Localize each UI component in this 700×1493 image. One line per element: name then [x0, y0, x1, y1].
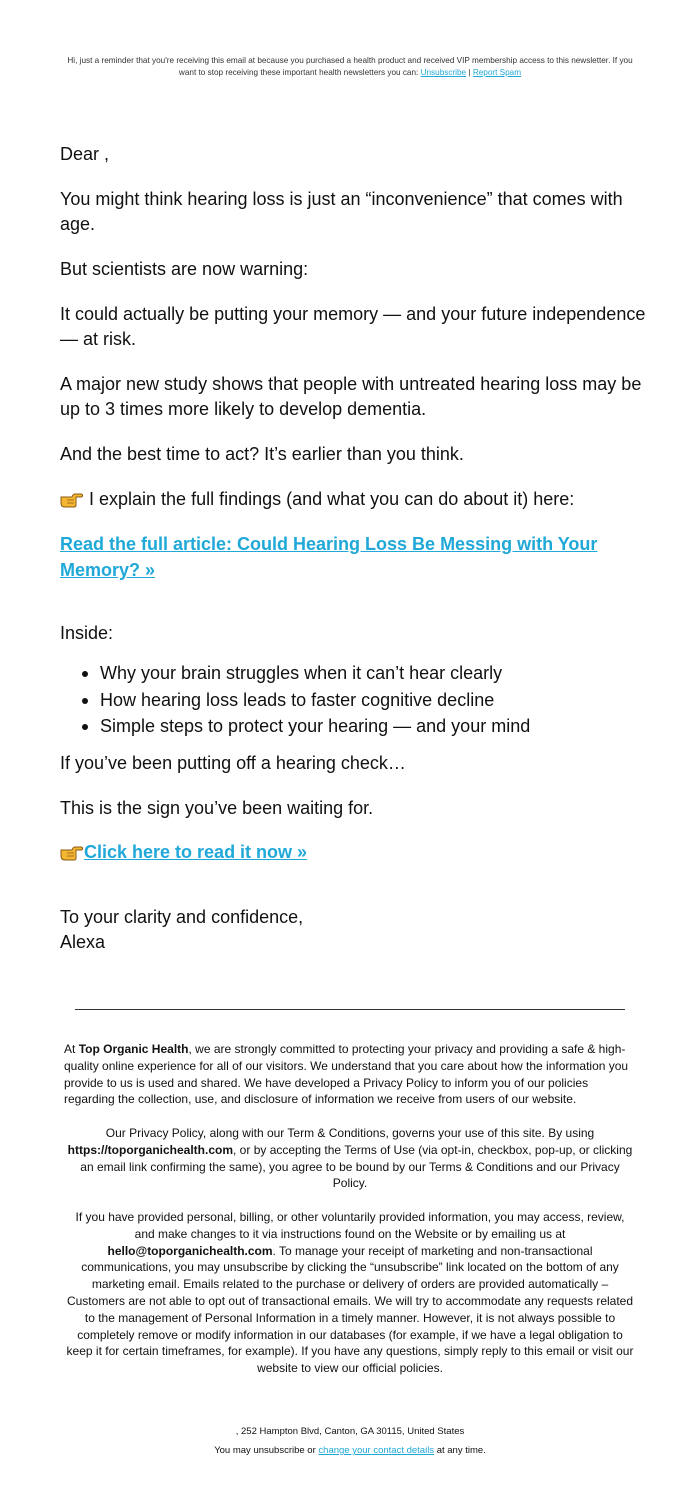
paragraph-3: It could actually be putting your memory — and your future independence — at risk. [60, 304, 646, 349]
footer-data-paragraph [64, 1209, 636, 1377]
paragraph-2: But scientists are now warning: [60, 259, 309, 279]
footer-privacy-paragraph [64, 1041, 636, 1108]
inside-label: Inside: [60, 623, 114, 643]
top-notice [60, 55, 640, 78]
paragraph-6-text: I explain the full findings (and what you can do about it) here: [89, 489, 575, 509]
paragraph-7: If you’ve been putting off a hearing check… [60, 753, 406, 773]
bullet-dot-icon [82, 671, 88, 677]
notice-separator: | [468, 67, 471, 77]
unsubscribe-line [0, 1445, 700, 1457]
list-item-text: Simple steps to protect your hearing — and your mind [100, 716, 531, 736]
list-item-text: Why your brain struggles when it can’t hear clearly [100, 663, 503, 683]
paragraph-1: You might think hearing loss is just an “inconvenience” that comes with age. [60, 189, 623, 234]
change-contact-details-link[interactable]: change your contact details [318, 1445, 435, 1456]
signoff: To your clarity and confidence, [60, 907, 304, 927]
footer-text: , or by accepting the Terms of Use (via opt-in, checkbox, pop-up, or clicking an email link confirming the same), you agree to be bound by our Terms & Conditions and our Privacy Policy. [80, 1142, 633, 1191]
footer-text: If you have provided personal, billing, or other voluntarily provided information, you may access, review, and make changes to it via instructions found on the Website or by emailing us at [75, 1210, 625, 1241]
read-now-link[interactable]: Click here to read it now » [84, 842, 308, 862]
paragraph-5: And the best time to act? It’s earlier than you think. [60, 444, 464, 464]
unsub-prefix: You may unsubscribe or [214, 1445, 316, 1456]
footer-text: , we are strongly committed to protecting your privacy and providing a safe & high-quality online experience for all of our visitors. We understand that you care about how the information you provide to us is used and shared. We have developed a Privacy Policy to inform you of our policies regarding the collection, use, and disclosure of information we receive from users of our website. [64, 1042, 629, 1107]
greeting: Dear , [60, 144, 110, 164]
report-spam-link[interactable]: Report Spam [472, 67, 522, 77]
bullet-dot-icon [82, 724, 88, 730]
list-item-text: How hearing loss leads to faster cognitive decline [100, 689, 495, 710]
cta-row [60, 840, 650, 865]
footer-text: Our Privacy Policy, along with our Term & Conditions, governs your use of this site. By using [105, 1126, 595, 1140]
list-item [60, 713, 650, 740]
inside-list [60, 660, 650, 740]
footer-text: . To manage your receipt of marketing and non-transactional communications, you may unsubscribe by clicking the “unsubscribe” link located on the bottom of any marketing email. Emails related to the purchase or delivery of orders are provided automatically – Customers are not able to opt out of transactional emails. We will try to accommodate any requests related to the management of Personal Information in a timely manner. However, it is not always possible to completely remove or modify information in our databases (for example, if we have a legal obligation to keep it for certain timeframes, for example). If you have any questions, simply reply to this email or visit our website to view our official policies. [66, 1243, 634, 1376]
paragraph-8: This is the sign you’ve been waiting for. [60, 798, 374, 818]
footer-text: At [64, 1042, 76, 1056]
list-item [60, 687, 650, 714]
footer-divider [75, 1009, 625, 1010]
pointing-hand-icon [60, 491, 83, 508]
notice-text: Hi, just a reminder that you're receiving this email at because you purchased a health product and received VIP membership access to this newsletter. If you want to stop receiving these important health newsletters you can: [67, 56, 633, 77]
bullet-dot-icon [82, 698, 88, 704]
unsubscribe-link[interactable]: Unsubscribe [420, 67, 467, 77]
read-article-link[interactable]: Read the full article: Could Hearing Loss Be Messing with Your Memory? » [60, 534, 598, 580]
postal-address: , 252 Hampton Blvd, Canton, GA 30115, United States [235, 1426, 465, 1437]
list-item [60, 660, 650, 687]
footer-terms-paragraph [64, 1125, 636, 1192]
signature: Alexa [60, 932, 106, 952]
paragraph-4: A major new study shows that people with untreated hearing loss may be up to 3 times more likely to develop dementia. [60, 374, 642, 419]
paragraph-6 [60, 487, 650, 512]
website-url: https://toporganichealth.com [67, 1142, 234, 1157]
company-name: Top Organic Health [78, 1042, 189, 1056]
contact-email: hello@toporganichealth.com [107, 1243, 273, 1258]
pointing-hand-icon [60, 844, 83, 861]
unsub-suffix: at any time. [436, 1445, 486, 1456]
